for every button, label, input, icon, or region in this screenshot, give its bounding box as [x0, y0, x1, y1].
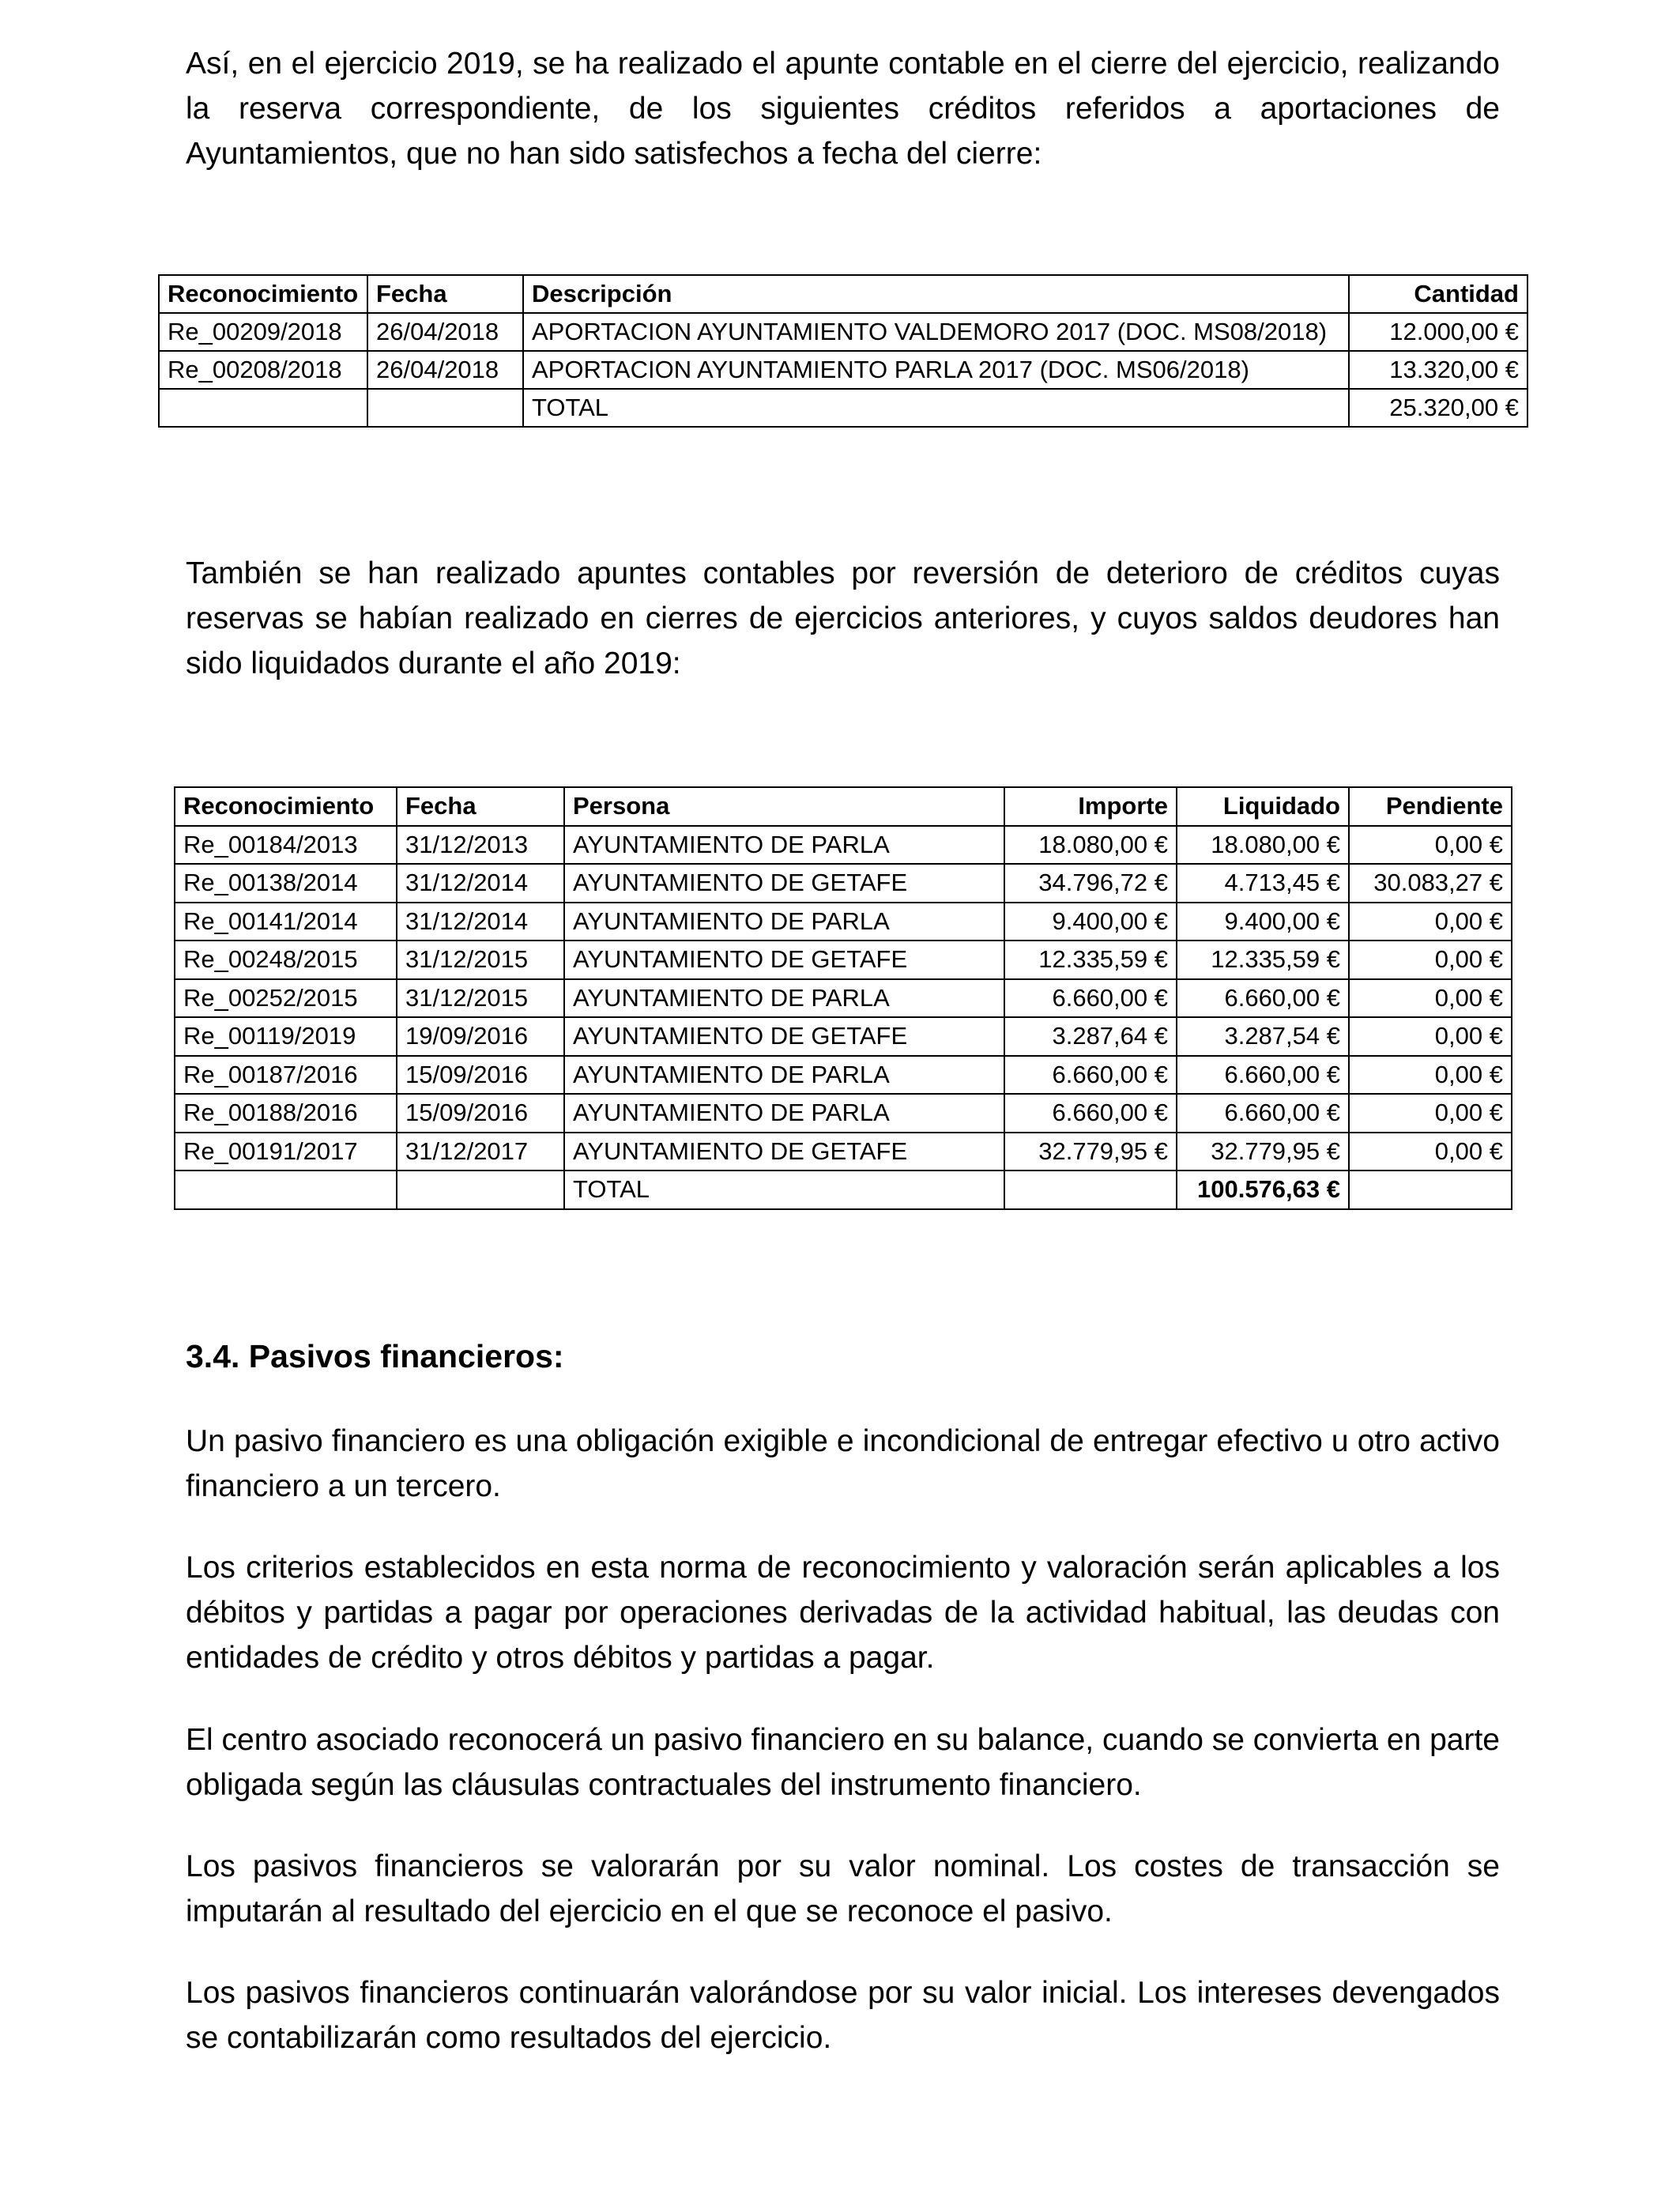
table-cell: Re_00184/2013 [175, 826, 397, 865]
table-cell: 18.080,00 € [1177, 826, 1349, 865]
table-cell: 31/12/2013 [397, 826, 564, 865]
paragraph-criterios: Los criterios establecidos en esta norma de reconocimiento y valoración serán aplicables a los débitos y partidas a pagar por operaciones derivadas de la actividad habitual, las deudas con entidades de crédito y otros débitos y partidas a pagar. [186, 1551, 1500, 1675]
table-cell: 6.660,00 € [1177, 979, 1349, 1018]
table-cell: Re_00187/2016 [175, 1056, 397, 1095]
table-cell: 0,00 € [1349, 941, 1512, 979]
table-cell: 15/09/2016 [397, 1094, 564, 1133]
table-row [175, 1133, 1512, 1171]
table-cell [367, 389, 523, 427]
column-header: Fecha [397, 787, 564, 826]
table-cell: AYUNTAMIENTO DE PARLA [564, 979, 1004, 1018]
column-header: Descripción [523, 275, 1349, 313]
table-row [175, 1017, 1512, 1056]
table-cell: 3.287,54 € [1177, 1017, 1349, 1056]
table-cell: 31/12/2014 [397, 903, 564, 941]
paragraph-reconocimiento: El centro asociado reconocerá un pasivo financiero en su balance, cuando se convierta en parte obligada según las cláusulas contractuales del instrumento financiero. [186, 1723, 1500, 1802]
table-cell: 31/12/2014 [397, 864, 564, 903]
table-cell: 13.320,00 € [1349, 351, 1527, 389]
table-cell: 0,00 € [1349, 1017, 1512, 1056]
column-header: Reconocimiento [175, 787, 397, 826]
table-cell: AYUNTAMIENTO DE PARLA [564, 826, 1004, 865]
table-row [175, 1171, 1512, 1209]
table-row [175, 979, 1512, 1018]
section-heading: 3.4. Pasivos financieros: [186, 1338, 564, 1374]
table-cell: AYUNTAMIENTO DE GETAFE [564, 1017, 1004, 1056]
table-cell: Re_00208/2018 [159, 351, 367, 389]
paragraph-intro-reserva: Así, en el ejercicio 2019, se ha realizado el apunte contable en el cierre del ejercicio, realizando la reserva correspondiente, de los siguientes créditos referidos a aportaciones de Ayuntamientos, que no han sido satisfechos a fecha del cierre: [186, 47, 1500, 171]
column-header: Pendiente [1349, 787, 1512, 826]
table-row [159, 389, 1527, 427]
table-cell [175, 1171, 397, 1209]
table-cell: AYUNTAMIENTO DE PARLA [564, 1056, 1004, 1095]
table-cell: Re_00191/2017 [175, 1133, 397, 1171]
table-row [175, 941, 1512, 979]
table-cell: Re_00141/2014 [175, 903, 397, 941]
paragraph-valoracion: Los pasivos financieros se valorarán por su valor nominal. Los costes de transacción se imputarán al resultado del ejercicio en el que se reconoce el pasivo. [186, 1849, 1500, 1928]
table-cell: 9.400,00 € [1177, 903, 1349, 941]
table-cell: 15/09/2016 [397, 1056, 564, 1095]
table-cell: Re_00138/2014 [175, 864, 397, 903]
table-cell: 30.083,27 € [1349, 864, 1512, 903]
table-cell: 26/04/2018 [367, 313, 523, 351]
table-reversion-deterioro [174, 786, 1512, 1210]
paragraph-definicion: Un pasivo financiero es una obligación exigible e incondicional de entregar efectivo u otro activo financiero a un tercero. [186, 1424, 1500, 1503]
table-cell: 25.320,00 € [1349, 389, 1527, 427]
table-header-row [175, 787, 1512, 826]
table-cell: Re_00209/2018 [159, 313, 367, 351]
table-cell: 12.335,59 € [1177, 941, 1349, 979]
column-header: Importe [1004, 787, 1177, 826]
table-row [175, 864, 1512, 903]
table-cell: 31/12/2015 [397, 941, 564, 979]
table-cell: 4.713,45 € [1177, 864, 1349, 903]
paragraph-intereses: Los pasivos financieros continuarán valorándose por su valor inicial. Los intereses devengados se contabilizarán como resultados del ejercicio. [186, 1976, 1500, 2055]
table-cell: 9.400,00 € [1004, 903, 1177, 941]
table-cell: Re_00252/2015 [175, 979, 397, 1018]
table-row [175, 1094, 1512, 1133]
column-header: Reconocimiento [159, 275, 367, 313]
column-header: Persona [564, 787, 1004, 826]
table-cell: 34.796,72 € [1004, 864, 1177, 903]
table-cell [397, 1171, 564, 1209]
table-cell: 6.660,00 € [1177, 1056, 1349, 1095]
table-row [159, 313, 1527, 351]
table-cell: 19/09/2016 [397, 1017, 564, 1056]
table-cell: AYUNTAMIENTO DE GETAFE [564, 1133, 1004, 1171]
table-cell: 0,00 € [1349, 979, 1512, 1018]
table-cell: 6.660,00 € [1177, 1094, 1349, 1133]
table-cell: AYUNTAMIENTO DE GETAFE [564, 864, 1004, 903]
table-cell: Re_00248/2015 [175, 941, 397, 979]
table-row [159, 351, 1527, 389]
table-cell: Re_00119/2019 [175, 1017, 397, 1056]
table-cell: AYUNTAMIENTO DE PARLA [564, 1094, 1004, 1133]
paragraph-intro-reversion: También se han realizado apuntes contables por reversión de deterioro de créditos cuyas reservas se habían realizado en cierres de ejercicios anteriores, y cuyos saldos deudores han sido liquidados durante el año 2019: [186, 556, 1500, 680]
table-cell: AYUNTAMIENTO DE PARLA [564, 903, 1004, 941]
table-cell: 0,00 € [1349, 1056, 1512, 1095]
table-cell: 32.779,95 € [1004, 1133, 1177, 1171]
table-reserva-creditos [158, 274, 1528, 428]
table-cell: 6.660,00 € [1004, 1094, 1177, 1133]
table-cell [1004, 1171, 1177, 1209]
table-cell: 32.779,95 € [1177, 1133, 1349, 1171]
column-header: Cantidad [1349, 275, 1527, 313]
table-cell: 0,00 € [1349, 1094, 1512, 1133]
table-cell: 6.660,00 € [1004, 979, 1177, 1018]
table-cell: 31/12/2015 [397, 979, 564, 1018]
table-cell: APORTACION AYUNTAMIENTO PARLA 2017 (DOC. MS06/2018) [523, 351, 1349, 389]
table-cell: 26/04/2018 [367, 351, 523, 389]
table-cell: 0,00 € [1349, 903, 1512, 941]
table-row [175, 903, 1512, 941]
column-header: Fecha [367, 275, 523, 313]
table-row [175, 826, 1512, 865]
table-cell: 100.576,63 € [1177, 1171, 1349, 1209]
table-cell: AYUNTAMIENTO DE GETAFE [564, 941, 1004, 979]
table-row [175, 1056, 1512, 1095]
table-cell: TOTAL [564, 1171, 1004, 1209]
table-cell: 31/12/2017 [397, 1133, 564, 1171]
table-cell: Re_00188/2016 [175, 1094, 397, 1133]
table-cell: 18.080,00 € [1004, 826, 1177, 865]
table-cell: 3.287,64 € [1004, 1017, 1177, 1056]
table-cell: 0,00 € [1349, 826, 1512, 865]
table-cell: TOTAL [523, 389, 1349, 427]
table-header-row [159, 275, 1527, 313]
table-cell: APORTACION AYUNTAMIENTO VALDEMORO 2017 (DOC. MS08/2018) [523, 313, 1349, 351]
table-cell: 6.660,00 € [1004, 1056, 1177, 1095]
column-header: Liquidado [1177, 787, 1349, 826]
table-cell: 12.335,59 € [1004, 941, 1177, 979]
table-cell: 12.000,00 € [1349, 313, 1527, 351]
table-cell: 0,00 € [1349, 1133, 1512, 1171]
table-cell [159, 389, 367, 427]
table-cell [1349, 1171, 1512, 1209]
